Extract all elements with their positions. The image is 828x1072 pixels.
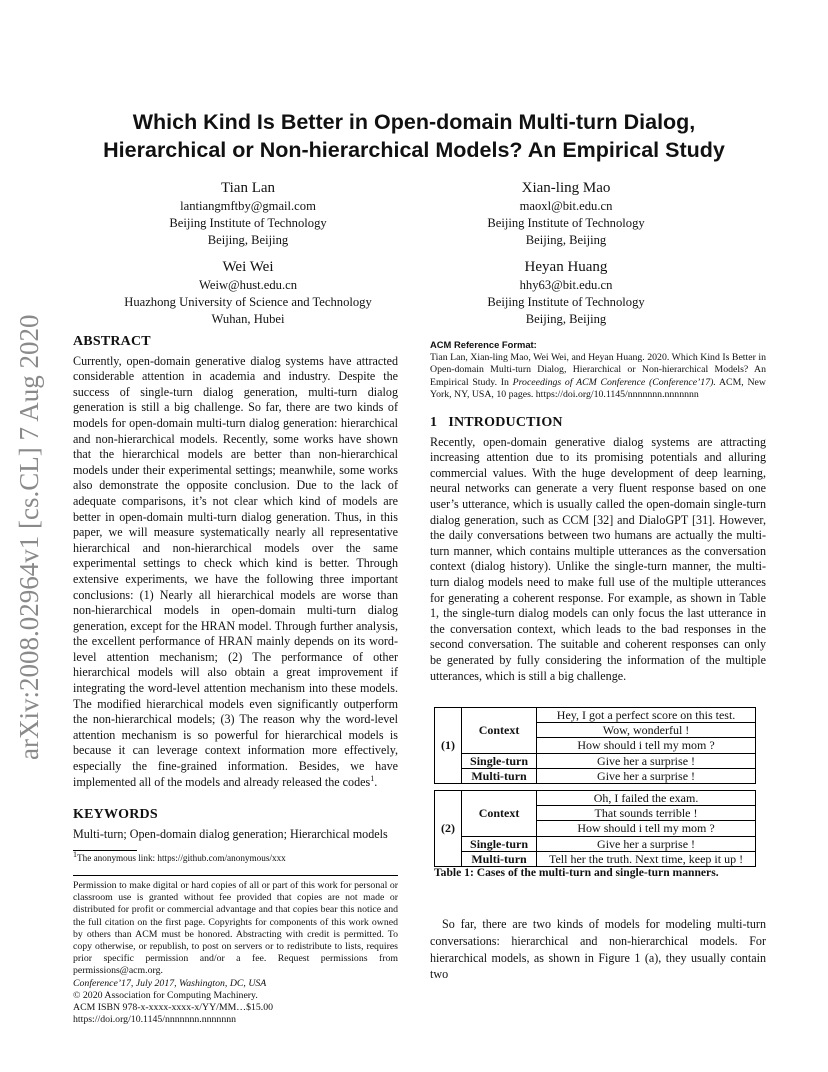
multi-turn-response: Tell her the truth. Next time, keep it up ! xyxy=(537,851,756,866)
footnote-link-text[interactable]: The anonymous link: https://github.com/anonymous/xxx xyxy=(77,853,286,864)
context-label: Context xyxy=(462,708,537,754)
author-email: hhy63@bit.edu.cn xyxy=(519,278,613,292)
footnote xyxy=(73,850,398,865)
permission-rule xyxy=(73,875,398,876)
acm-ref-italic: Proceedings of ACM Conference (Conference’17). xyxy=(512,376,716,388)
author-email: lantiangmftby@gmail.com xyxy=(180,199,316,213)
section-number: 1 xyxy=(430,415,438,431)
author-block-2 xyxy=(406,178,726,249)
title-line-1: Which Kind Is Better in Open-domain Multi-turn Dialog, xyxy=(132,110,696,134)
acm-ref-text xyxy=(430,352,766,401)
footnote-ref: 1 xyxy=(370,773,375,783)
title-line-2: Hierarchical or Non-hierarchical Models? An Empirical Study xyxy=(103,138,725,162)
multi-turn-response: Give her a surprise ! xyxy=(537,768,756,783)
intro-heading xyxy=(430,415,766,431)
table-row xyxy=(435,753,756,768)
table-row xyxy=(435,768,756,783)
arxiv-identifier-stamp xyxy=(8,290,48,760)
author-location: Beijing, Beijing xyxy=(525,312,607,326)
bottom-paragraph: So far, there are two kinds of models for modeling multi-turn conversations: hierarchical and non-hierarchical models. For hierarchical models, as shown in Figure 1 (a), they usually contain two xyxy=(430,917,766,982)
keywords-text: Multi-turn; Open-domain dialog generation; Hierarchical models xyxy=(73,826,388,841)
author-affiliation: Beijing Institute of Technology xyxy=(487,216,645,230)
footnote-mark: 1 xyxy=(73,850,77,860)
abstract-text: Currently, open-domain generative dialog systems have attracted considerable attention in academia and industry. Despite the success of single-turn dialog generation, multi-turn dialog generation is still a big challenge. So far, there are two kinds of models for open-domain multi-turn dialog generation: hierarchical and non-hierarchical models. Recently, some works have shown that the hierarchical models are better than non-hierarchical models under their experimental settings; meanwhile, some works also demonstrate the opposite conclusion. Due to the lack of adequate comparisons, it’s not clear which kind of models are better in open-domain multi-turn dialog generation. Thus, in this paper, we will measure systematically nearly all representative hierarchical and non-hierarchical models over the same experimental settings to check which kind is better. Through extensive experiments, we have the following three important conclusions: (1) Nearly all hierarchical models are worse than non-hierarchical models in open-domain multi-turn dialog generation, except for the HRAN model. Through further analysis, the excellent performance of HRAN mainly depends on its word-level attention mechanism; (2) The performance of other hierarchical models will also obtain a great improvement if integrating the word-level attention mechanism into these models. The modified hierarchical models even significantly outperform the non-hierarchical models; (3) The reason why the word-level attention mechanism is so powerful for hierarchical models is because it can leverage context information more effectively, especially the fine-grained information. Besides, we have implemented all of the models and already released the codes xyxy=(73,353,398,789)
case-id: (1) xyxy=(435,708,462,784)
arxiv-id-text: arXiv:2008.02964v1 [cs.CL] 7 Aug 2020 xyxy=(14,314,44,760)
doi-link[interactable]: https://doi.org/10.1145/nnnnnnn.nnnnnnn xyxy=(73,1014,237,1026)
context-utterance: Hey, I got a perfect score on this test. xyxy=(537,708,756,723)
table-row xyxy=(435,708,756,723)
acm-ref-tail: ACM, New York, NY, USA, 10 pages. https://doi.org/10.1145/nnnnnnn.nnnnnnn xyxy=(430,376,766,400)
isbn-line: ACM ISBN 978-x-xxxx-xxxx-x/YY/MM…$15.00 xyxy=(73,1002,274,1014)
author-name: Heyan Huang xyxy=(524,259,608,275)
footnote-rule xyxy=(73,850,137,851)
table-row xyxy=(435,851,756,866)
right-column xyxy=(430,339,766,684)
intro-paragraph: Recently, open-domain generative dialog systems are attracting increasing attention due to its promising potentials and alluring commercial values. With the huge development of deep learning, neural networks can generate a very fluent response based on one user’s utterance, which is usually called the open-domain single-turn dialog generation, such as CCM [32] and DialoGPT [31]. However, the daily conversations between two humans are actually the multi-turn manner, which contains multiple utterances as the conversation context (dialog history). Unlike the single-turn manner, the multi-turn dialog models need to make full use of the multiple utterances for generating a coherent response. For example, as shown in Table 1, the single-turn dialog models can only focus the last utterance in the conversation context, which leads to the bad responses in the second conversation. The suitable and coherent responses can only be generated by fully considering the information of the multiple utterances, which is still a big challenge. xyxy=(430,434,766,683)
author-name: Wei Wei xyxy=(222,259,274,275)
context-utterance: How should i tell my mom ? xyxy=(537,738,756,753)
case-id: (2) xyxy=(435,791,462,867)
table-gap xyxy=(435,784,756,791)
author-location: Wuhan, Hubei xyxy=(211,312,285,326)
cases-table xyxy=(434,707,756,867)
copyright-line: © 2020 Association for Computing Machinery. xyxy=(73,989,258,1001)
conference-line: Conference’17, July 2017, Washington, DC, USA xyxy=(73,977,267,989)
multi-turn-label: Multi-turn xyxy=(462,768,537,783)
permission-notice: Permission to make digital or hard copies of all or part of this work for personal or classroom use is granted without fee provided that copies are not made or distributed for profit or commercial advantage and that copies bear this notice and the full citation on the first page. Copyrights for components of this work owned by others than ACM must be honored. Abstracting with credit is permitted. To copy otherwise, or republish, to post on servers or to redistribute to lists, requires prior specific permission and/or a fee. Request permissions from permissions@acm.org. xyxy=(73,880,398,977)
author-affiliation: Beijing Institute of Technology xyxy=(169,216,327,230)
single-turn-label: Single-turn xyxy=(462,836,537,851)
author-location: Beijing, Beijing xyxy=(207,233,289,247)
author-block-3 xyxy=(88,257,408,328)
single-turn-label: Single-turn xyxy=(462,753,537,768)
multi-turn-label: Multi-turn xyxy=(462,851,537,866)
context-utterance: That sounds terrible ! xyxy=(537,806,756,821)
acm-ref-heading: ACM Reference Format: xyxy=(430,339,537,350)
table-row xyxy=(435,836,756,851)
author-location: Beijing, Beijing xyxy=(525,233,607,247)
bottom-paragraph-block xyxy=(430,916,766,983)
context-utterance: How should i tell my mom ? xyxy=(537,821,756,836)
context-utterance: Wow, wonderful ! xyxy=(537,723,756,738)
keywords-heading: KEYWORDS xyxy=(73,807,158,823)
author-affiliation: Beijing Institute of Technology xyxy=(487,295,645,309)
single-turn-response: Give her a surprise ! xyxy=(537,753,756,768)
table-row xyxy=(435,791,756,806)
paper-title xyxy=(60,108,768,164)
acm-ref-plain: Tian Lan, Xian-ling Mao, Wei Wei, and Heyan Huang. 2020. Which Kind Is Better in Open-domain Multi-turn Dialog, Hierarchical or Non-hierarchical Models? An Empirical Study. In xyxy=(430,352,766,388)
table-caption: Table 1: Cases of the multi-turn and single-turn manners. xyxy=(434,866,719,879)
author-block-1 xyxy=(88,178,408,249)
abstract-heading: ABSTRACT xyxy=(73,334,151,349)
author-name: Tian Lan xyxy=(220,180,276,196)
context-label: Context xyxy=(462,791,537,837)
left-column xyxy=(73,334,398,1026)
abstract-body: Currently, open-domain generative dialog systems have attracted considerable attention in academia and industry. Despite the success of single-turn dialog generation, multi-turn dialog generation is still a big challenge. So far, there are two kinds of models for open-domain multi-turn dialog generation: hierarchical and non-hierarchical models. Recently, some works have shown that the hierarchical models are better than non-hierarchical models under their experimental settings; meanwhile, some works also demonstrate the opposite conclusion. Due to the lack of adequate comparisons, it’s not clear which kind of models are better in open-domain multi-turn dialog generation. Thus, in this paper, we will measure systematically nearly all representative hierarchical and non-hierarchical models over the same experimental settings to check which kind is better. Through extensive experiments, we have the following three important conclusions: (1) Nearly all hierarchical models are worse than non-hierarchical models in open-domain multi-turn dialog generation, except for the HRAN model. Through further analysis, the excellent performance of HRAN mainly depends on its word-level attention mechanism; (2) The performance of other hierarchical models will also obtain a great improvement if integrating the word-level attention mechanism into these models. The modified hierarchical models even significantly outperform the non-hierarchical models; (3) The reason why the word-level attention mechanism is so powerful for hierarchical models is because it can leverage context information more effectively, especially the fine-grained information. Besides, we have implemented all of the models and already released the codes$^1$. xyxy=(73,353,398,789)
section-title: INTRODUCTION xyxy=(448,415,563,431)
author-block-4 xyxy=(406,257,726,328)
author-email: maoxl@bit.edu.cn xyxy=(519,199,613,213)
author-name: Xian-ling Mao xyxy=(521,180,611,196)
author-email: Weiw@hust.edu.cn xyxy=(198,278,298,292)
context-utterance: Oh, I failed the exam. xyxy=(537,791,756,806)
author-affiliation: Huazhong University of Science and Technology xyxy=(124,295,372,309)
single-turn-response: Give her a surprise ! xyxy=(537,836,756,851)
